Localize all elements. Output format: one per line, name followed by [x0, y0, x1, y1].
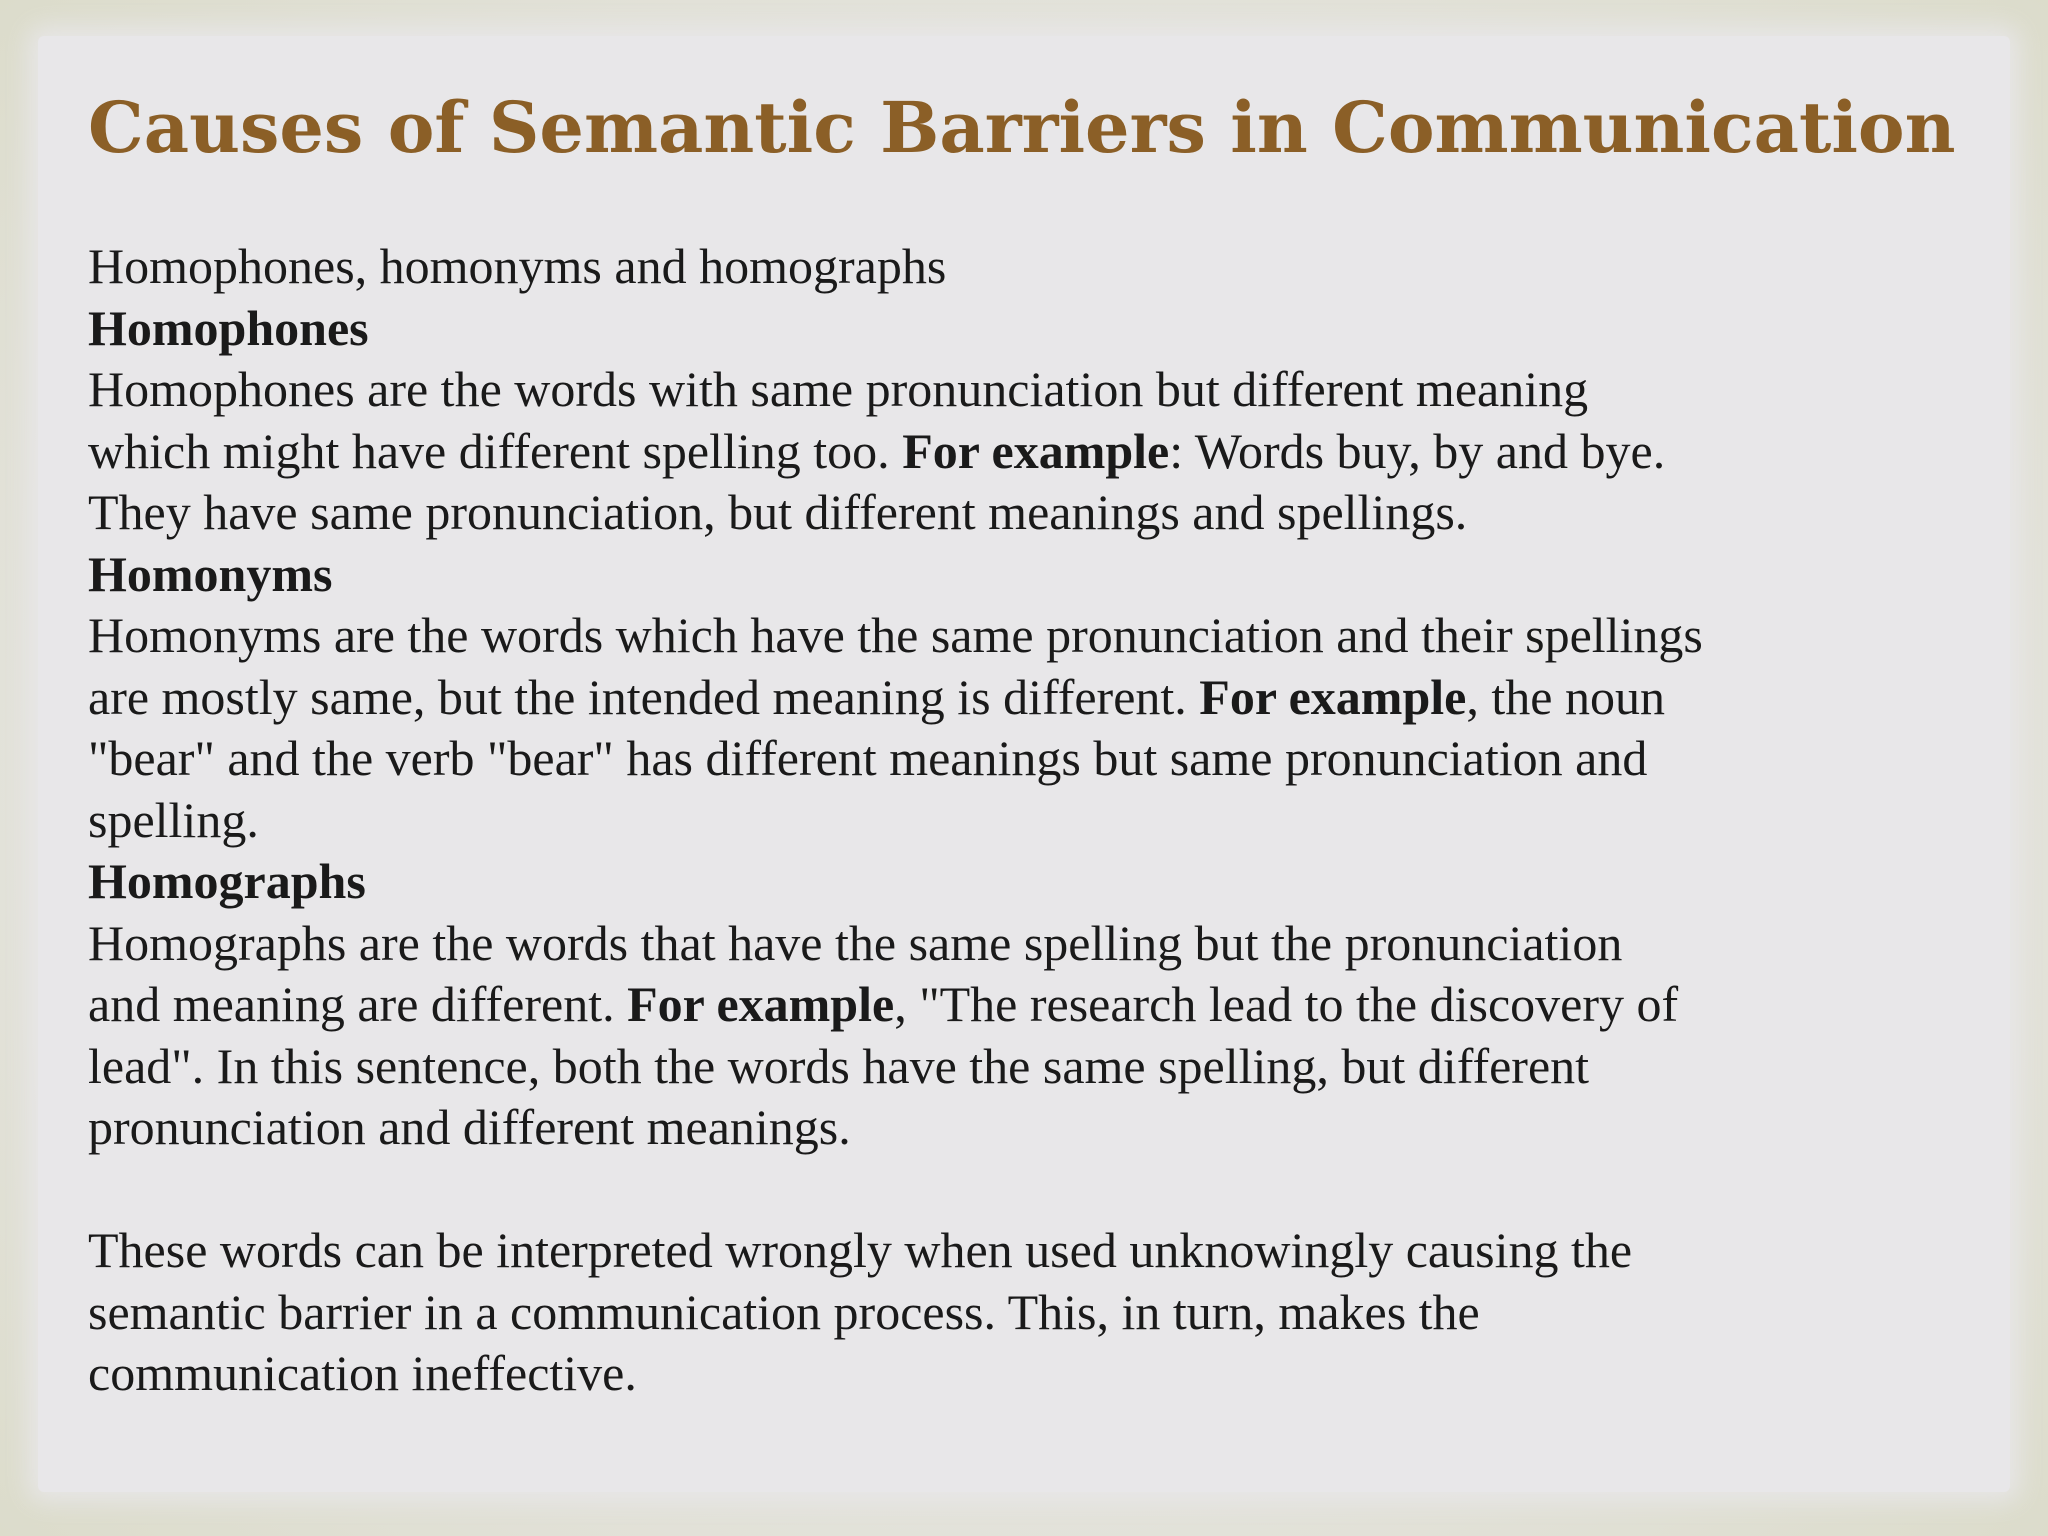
homonyms-line-2-text: are mostly same, but the intended meaning is different. [88, 668, 1200, 725]
homographs-line-2 [88, 974, 1968, 1036]
slide-body [88, 236, 1968, 1405]
homographs-example-label: For example [627, 976, 895, 1032]
homonyms-line-1: Homonyms are the words which have the same pronunciation and their spellings [88, 607, 1703, 663]
conclusion-line-1: These words can be interpreted wrongly when used unknowingly causing the [88, 1222, 1633, 1278]
homonyms-line-4: spelling. [88, 791, 259, 848]
homophones-line-2-tail: : Words buy, by and bye. [1169, 422, 1666, 479]
paragraph-spacer [88, 1159, 1968, 1221]
homonyms-line-2 [88, 667, 1968, 729]
homophones-example-label: For example [902, 422, 1170, 479]
homonyms-example-label: For example [1199, 668, 1467, 725]
homophones-line-2-text: which might have different spelling too. [88, 422, 903, 479]
intro-line: Homophones, homonyms and homographs [88, 238, 947, 294]
homonyms-line-2-tail: , the noun [1466, 668, 1665, 725]
homonyms-heading: Homonyms [88, 545, 333, 602]
conclusion-line-2: semantic barrier in a communication process. This, in turn, makes the [88, 1283, 1480, 1340]
homophones-line-1: Homophones are the words with same pronunciation but different meaning [88, 361, 1589, 417]
homographs-line-1: Homographs are the words that have the same spelling but the pronunciation [88, 914, 1623, 971]
homonyms-line-3: "bear" and the verb "bear" has different meanings but same pronunciation and [88, 730, 1648, 786]
slide-title: Causes of Semantic Barriers in Communication [88, 86, 1956, 169]
homophones-line-3: They have same pronunciation, but different meanings and spellings. [88, 484, 1468, 540]
homographs-line-3: lead". In this sentence, both the words have the same spelling, but different [88, 1037, 1590, 1094]
homographs-line-4: pronunciation and different meanings. [88, 1099, 851, 1155]
homographs-line-2-text: and meaning are different. [88, 976, 628, 1032]
conclusion-line-3: communication ineffective. [88, 1345, 637, 1401]
homophones-line-2 [88, 421, 1968, 483]
homographs-heading: Homographs [88, 853, 366, 909]
homographs-line-2-tail: , "The research lead to the discovery of [894, 976, 1679, 1032]
homophones-heading: Homophones [88, 299, 369, 356]
